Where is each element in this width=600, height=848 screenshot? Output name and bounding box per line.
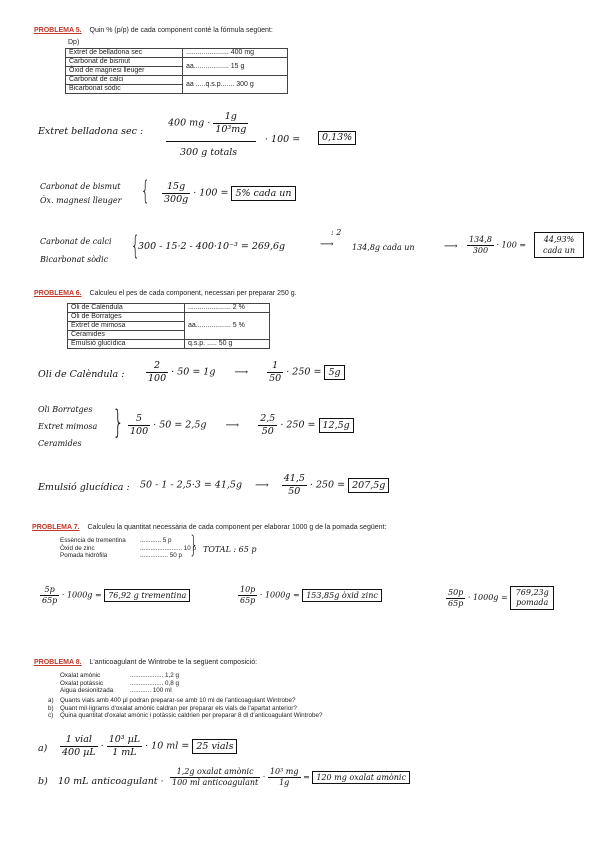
brace-icon: } [189, 531, 198, 559]
numerator: 5 [128, 414, 150, 426]
hw-ceramides-label: Ceramides [38, 439, 82, 448]
denominator: 50 [269, 372, 282, 384]
numerator: 1g [213, 112, 248, 124]
hw-calci-div: : 2 [331, 228, 342, 237]
hw-b-calc: $\frac{\text{1,2g oxalat amònic}}{\text{100 ml anticoagulant}}$ · $\frac{\text{10³ mg}}{1g}$ = 120 mg oxalat amònic [170, 768, 410, 787]
table-cell: ...................... 2 % [185, 304, 270, 313]
denominator: 50 [288, 485, 301, 497]
ingredient-list [60, 537, 196, 560]
hw-b-lead: 10 mL anticoagulant · [58, 776, 164, 787]
denominator: 1g [279, 778, 290, 787]
hw-step: · 50 = 2,5g [153, 419, 207, 431]
table-cell: ...................... 400 mg [183, 49, 288, 58]
hw-bismut-label: Carbonat de bismut [40, 182, 121, 191]
hw-calendula-label: Oli de Calèndula : [38, 369, 125, 380]
table-row [66, 49, 288, 58]
question-list [48, 697, 322, 720]
hw-multiplier: · 100 = [193, 187, 229, 199]
list-item [60, 545, 196, 553]
list-item [48, 705, 322, 713]
hw-step: = [303, 772, 310, 782]
arrow-icon: ⟶ [234, 366, 249, 378]
item-value: ................... 1,2 g [130, 672, 179, 679]
item-value: ................... 0,8 g [130, 679, 179, 687]
item-name: Oxalat potàssic [60, 679, 104, 687]
arrow-icon: ⟶ [255, 479, 269, 491]
hw-b-result: 120 mg oxalat amònic [312, 771, 410, 784]
problem-statement: Quin % (p/p) de cada component conté la fórmula següent: [89, 27, 273, 34]
table-cell: Extret de belladona sec [66, 49, 183, 58]
problem-8-title [34, 659, 257, 666]
table-row [66, 58, 288, 67]
question-text: Quants vials amb 400 µl podran preparar-se amb 10 ml de l'anticoagulant Wintrobe? [60, 697, 296, 704]
hw-step: · 250 = [286, 366, 322, 378]
numerator: 1 [267, 361, 283, 373]
hw-trementina-calc [40, 586, 190, 605]
list-item [60, 537, 196, 545]
list-item [60, 680, 179, 688]
problem-label: PROBLEMA 6. [34, 290, 82, 297]
hw-fraction [467, 236, 494, 255]
hw-belladona-result: 0,13% [318, 131, 356, 145]
denominator: 400 µL [62, 746, 96, 758]
denominator: 300g [164, 193, 189, 205]
denominator: 50 [261, 425, 274, 437]
problem-statement: L'anticoagulant de Wintrobe te la següent composició: [89, 659, 258, 666]
item-name: Òxid de zinc [60, 544, 95, 552]
hw-step: · 50 = 1g [171, 366, 216, 378]
numerator: 1,2g oxalat amònic [170, 768, 260, 778]
problem-7-title [32, 524, 386, 531]
table-cell: Carbonat de bismut [66, 58, 183, 67]
question-text: Quina quantitat d'oxalat amònic i potàssic caldrien per preparar 8 dl d'anticoagulant Wintrobe? [60, 712, 323, 719]
hw-emulsio-calc [140, 474, 389, 496]
hw-step: · 250 = [309, 479, 346, 491]
hw-calci-label: Carbonat de calci [40, 237, 112, 246]
brace-icon: { [140, 176, 150, 206]
ingredient-list [60, 672, 179, 695]
hw-fraction-bar [166, 141, 256, 142]
denominator: 65p [42, 596, 58, 605]
hw-step: · 250 = [280, 419, 316, 431]
table-cell: Ceramides [68, 331, 185, 340]
numerator: 15g [162, 182, 190, 194]
arrow-icon: ⟶ [225, 419, 240, 431]
hw-belladona-mult: · 100 = [265, 134, 301, 145]
hw-fraction [170, 768, 260, 787]
table-cell: Bicarbonat sòdic [66, 85, 183, 94]
hw-fraction [146, 361, 168, 383]
question-letter: c) [48, 712, 54, 719]
hw-calendula-result: 5g [324, 365, 344, 380]
numerator: 10p [240, 585, 256, 594]
table-cell: Emulsió glucídica [68, 340, 185, 349]
hw-fraction [238, 586, 257, 605]
item-name: Essència de trementina [60, 537, 126, 544]
item-value: ............ 5 p [140, 537, 172, 544]
list-item [60, 687, 179, 695]
hw-pomada-result: 769,23g pomada [510, 586, 554, 610]
brace-icon: { [130, 231, 140, 261]
numerator: 10³ mg [269, 767, 299, 776]
table-cell: q.s.p. ..... 50 g [185, 340, 270, 349]
table-cell: aa.................. 15 g [183, 58, 288, 76]
brace-icon: } [112, 403, 124, 441]
hw-b-label: b) [38, 776, 48, 787]
hw-fraction [282, 474, 307, 496]
denominator: 1 mL [112, 746, 137, 758]
hw-a-label: a) [38, 743, 48, 754]
numerator: 1 vial [60, 735, 98, 747]
numerator: 5p [40, 586, 59, 596]
problem-6-title [34, 290, 297, 297]
hw-multiplier: · 100 = [496, 240, 527, 250]
hw-trementina-result: 76,92 g trementina [104, 589, 190, 602]
numerator: 50p [448, 587, 464, 597]
table-cell: Òxid de magnesi lleuger [66, 67, 183, 76]
numerator: 134,8 [469, 235, 492, 244]
formula-table [67, 303, 270, 349]
hw-emulsio-label: Emulsió glucídica : [38, 482, 130, 493]
hw-pomada-calc [446, 586, 554, 610]
table-row [68, 313, 270, 322]
item-name: Oxalat amònic [60, 672, 101, 679]
table-cell: aa.................. 5 % [185, 313, 270, 340]
item-value: ............ 100 ml [130, 687, 172, 694]
numerator: 2,5 [260, 413, 276, 424]
hw-bismut-calc [162, 182, 296, 204]
hw-mimosa-label: Extret mimosa [38, 422, 98, 431]
hw-calci-expr: 300 - 15·2 - 400·10⁻³ = 269,6g [138, 241, 286, 252]
list-item [60, 672, 179, 680]
hw-step: · 10 ml = [145, 740, 190, 752]
hw-step: 50 - 1 - 2,5·3 = 41,5g [140, 479, 243, 491]
denominator: 100 ml anticoagulant [172, 778, 259, 787]
denominator: 100 [130, 425, 149, 437]
problem-label: PROBLEMA 7. [32, 524, 80, 531]
arrow-icon: ⟶ [320, 239, 334, 250]
numerator: 10³ µL [108, 734, 141, 745]
hw-total: TOTAL : 65 p [203, 545, 257, 554]
problem-5-title [34, 27, 273, 34]
table-cell: aa .....q.s.p....... 300 g [183, 76, 288, 94]
table-row [68, 340, 270, 349]
hw-frac-num: 400 mg [168, 117, 205, 129]
hw-zinc-result: 153,85g òxid zinc [302, 589, 382, 602]
problem-label: PROBLEMA 8. [34, 659, 82, 666]
hw-calendula-calc [146, 361, 345, 383]
table-cell: Oli de Calèndula [68, 304, 185, 313]
hw-emulsio-result: 207,5g [348, 478, 389, 493]
question-text: Quant mil·ligrams d'oxalat amònic caldran per preparar els vials de l'apartat anterior? [60, 704, 297, 712]
item-value: ................ 50 p [140, 552, 182, 559]
hw-belladona-den: 300 g totals [180, 147, 238, 158]
numerator: 41,5 [283, 473, 305, 484]
arrow-icon: ⟶ [444, 241, 458, 252]
table-row [68, 304, 270, 313]
hw-fraction [128, 414, 150, 436]
hw-fraction [162, 182, 190, 204]
hw-calci-result: 44,93% cada un [534, 232, 584, 258]
table-row [66, 76, 288, 85]
table-cell: Carbonat de calci [66, 76, 183, 85]
table-cell: Extret de mimosa [68, 322, 185, 331]
table-cell: Oli de Borratges [68, 313, 185, 322]
denominator: 300 [472, 246, 489, 255]
hw-a-calc: $\frac{\text{1 vial}}{\text{400 µL}}$ · $\frac{\text{10³ µL}}{1 mL}$ · 10 ml = 25 vials [60, 735, 237, 757]
hw-fraction [267, 361, 283, 383]
list-item [48, 712, 322, 720]
hw-fraction [60, 735, 98, 757]
hw-magnesi-label: Òx. magnesi lleuger [40, 196, 122, 205]
problem-statement: Calculeu la quantitat necessària de cada component per elaborar 1000 g de la pomada següent: [87, 524, 387, 531]
denominator: 65p [240, 596, 256, 605]
list-item [48, 697, 322, 705]
hw-fraction [107, 735, 142, 757]
hw-belladona-label: Extret belladona sec : [38, 126, 144, 137]
hw-step: · 1000g = [61, 590, 102, 600]
denominator: 10³mg [215, 123, 247, 135]
question-letter: a) [48, 697, 54, 704]
hw-fraction [213, 112, 248, 134]
hw-bicarbonat-label: Bicarbonat sòdic [40, 255, 109, 264]
item-name: Pomada hidròfila [60, 552, 108, 559]
item-value: ........................ 10 p [140, 544, 196, 552]
item-name: Aigua desionitzada [60, 687, 114, 694]
question-letter: b) [48, 704, 54, 712]
hw-calci-mid: 134,8g cada un [352, 243, 415, 252]
prescription-header: Dp) [68, 39, 80, 46]
hw-a-result: 25 vials [192, 739, 237, 754]
formula-table [65, 48, 288, 94]
numerator: 2 [146, 361, 168, 373]
hw-bismut-result: 5% cada un [231, 186, 295, 201]
hw-step: · 1000g = [467, 593, 508, 602]
denominator: 100 [148, 372, 167, 384]
hw-belladona-calc: 400 mg · $\frac{1g}{\text{10³mg}}$ [168, 111, 247, 135]
hw-zinc-calc [238, 586, 382, 605]
denominator: 65p [448, 598, 464, 608]
hw-fraction [268, 768, 301, 787]
hw-borratges-label: Oli Borratges [38, 405, 93, 414]
hw-fraction [446, 589, 465, 608]
hw-borratges-result: 12,5g [319, 418, 354, 433]
problem-statement: Calculeu el pes de cada component, necessari per preparar 250 g. [89, 290, 297, 297]
list-item [60, 552, 196, 560]
hw-fraction [40, 586, 59, 605]
hw-borratges-calc [128, 414, 354, 436]
hw-calci-frac [467, 236, 526, 255]
hw-fraction [258, 414, 277, 436]
hw-step: · 1000g = [259, 590, 300, 600]
problem-label: PROBLEMA 5. [34, 27, 82, 34]
